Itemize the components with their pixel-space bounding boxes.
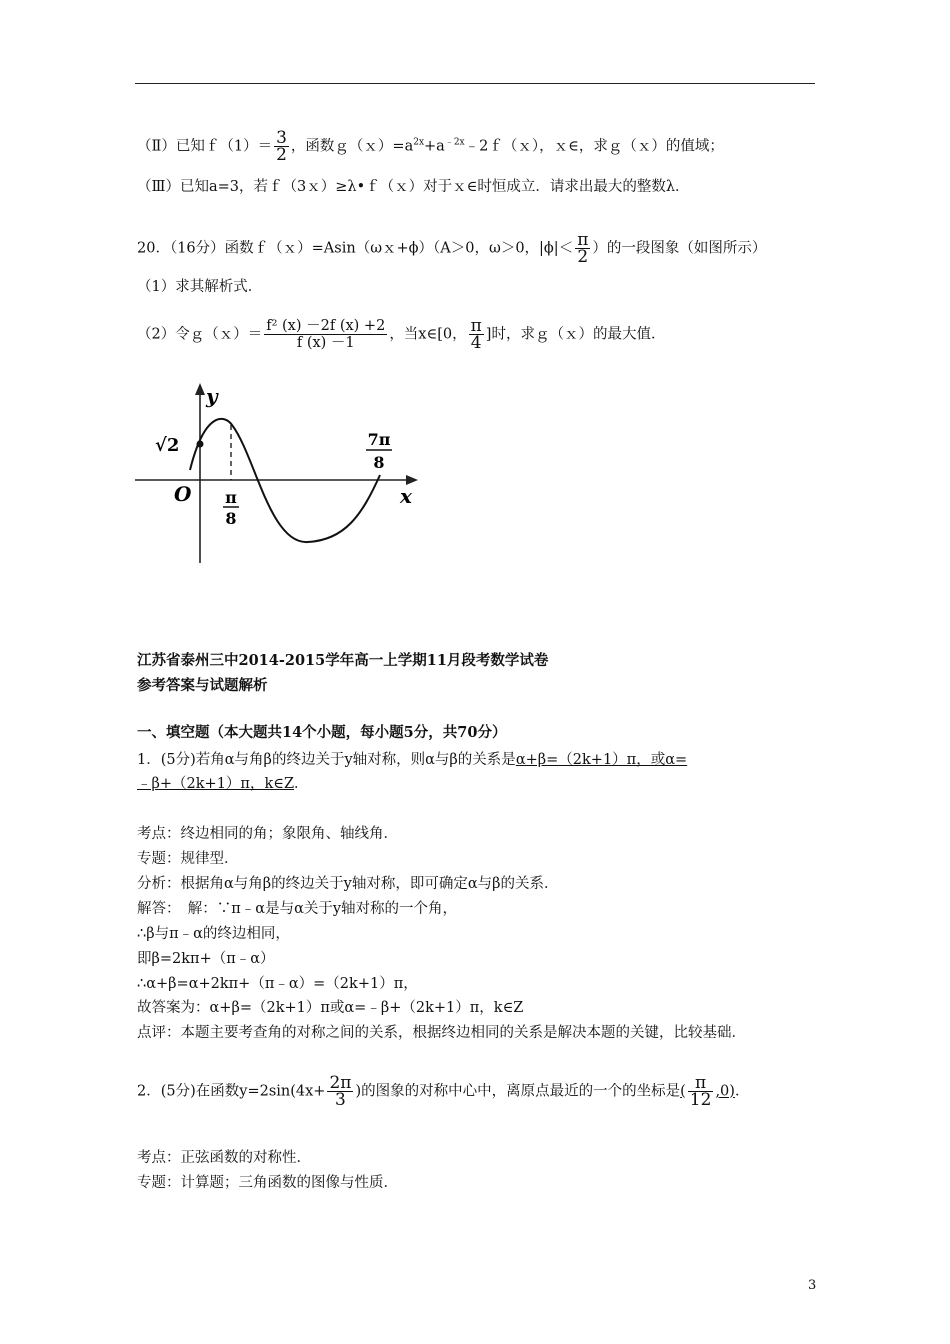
q20-part2: （2）令ｇ（ｘ）＝ $\frac{\text{f² (x) －2f (x) +2}}{f (x) -1}$ ，当x∈[0， $\frac{\pi}{4}$ ]时，求ｇ（ｘ）的最大值． (137, 316, 666, 353)
x-tick2-denominator: 8 (373, 453, 385, 472)
header-rule (135, 83, 815, 84)
q1-step1: ∴β与π﹣α的终边相同， (137, 926, 290, 942)
q1-dianping: 点评：本题主要考查角的对称之间的关系，根据终边相同的关系是解决本题的关键，比较基础． (137, 1025, 746, 1041)
x-axis-label: x (400, 484, 412, 508)
q19-part3: （Ⅲ）已知a=3，若ｆ（3ｘ）≥λ•ｆ（ｘ）对于ｘ∈时恒成立．请求出最大的整数λ． (137, 179, 690, 195)
q1-step2: 即β=2kπ+（π﹣α） (137, 951, 275, 967)
q1-line1: 1．(5分)若角α与角β的终边关于y轴对称，则α与β的关系是α+β=（2k+1）π，或α= (137, 752, 688, 768)
fraction: $\frac{3}{2}$ (276, 128, 287, 165)
x-tick1-denominator: 8 (225, 509, 237, 528)
q2-stem: 2．(5分)在函数y=2sin(4x+ $\frac{2\pi}{3}$ )的图象的对称中心中，离原点最近的一个的坐标是( $\frac{\pi}{12}$ ,0)． (137, 1073, 750, 1110)
q1-kaodian: 考点：终边相同的角；象限角、轴线角． (137, 826, 398, 842)
q20-part1: （1）求其解析式． (137, 279, 263, 295)
sine-graph (130, 375, 430, 570)
y-axis-arrow (195, 383, 205, 395)
y-axis-label: y (206, 384, 218, 408)
q1-fenxi: 分析：根据角α与角β的终边关于y轴对称，即可确定α与β的关系． (137, 876, 559, 892)
fraction: $\frac{\pi}{4}$ (470, 316, 482, 353)
x-tick1-numerator: π (225, 488, 237, 507)
q20-stem: 20．（16分）函数ｆ（ｘ）=Asin（ωｘ+ϕ）（A＞0，ω＞0，|ϕ|＜ $\frac{\pi}{2}$ ）的一段图象（如图所示） (137, 230, 767, 267)
answers-subtitle: 参考答案与试题解析 (137, 677, 268, 694)
q2-zhuanti: 专题：计算题；三角函数的图像与性质． (137, 1175, 398, 1191)
q2-kaodian: 考点：正弦函数的对称性． (137, 1150, 311, 1166)
section-heading: 一、填空题（本大题共14个小题，每小题5分，共70分） (137, 724, 507, 741)
fraction: $\frac{\text{f² (x) －2f (x) +2}}{f (x) -1}$ (266, 318, 386, 351)
y-tick-label: √2 (155, 435, 180, 456)
q19-part2: （Ⅱ）已知ｆ（1）＝ $\frac{3}{2}$ ，函数$g(x)=a^{2x}+a^{﹣2x}﹣2f(x)$，ｘ∈，求ｇ（ｘ）的值域； (137, 128, 724, 165)
q1-step4: 故答案为：α+β=（2k+1）π或α=﹣β+（2k+1）π，k∈Z (137, 1000, 524, 1016)
y-intercept-point (197, 441, 204, 448)
x-tick2-numerator: 7π (367, 430, 391, 449)
q1-jieda: 解答： 解：∵π﹣α是与α关于y轴对称的一个角， (137, 901, 458, 917)
q1-line2: ﹣β+（2k+1）π，k∈Z． (137, 776, 309, 792)
q1-step3: ∴α+β=α+2kπ+（π﹣α）=（2k+1）π， (137, 976, 418, 992)
q1-zhuanti: 专题：规律型． (137, 851, 239, 867)
origin-label: O (174, 482, 192, 506)
page-number: 3 (808, 1278, 817, 1293)
fraction: $\frac{2\pi}{3}$ (329, 1073, 352, 1110)
answers-title: 江苏省泰州三中2014-2015学年高一上学期11月段考数学试卷 (137, 652, 549, 669)
fraction: $\frac{\pi}{2}$ (577, 230, 589, 267)
fraction: $\frac{\pi}{12}$ (689, 1073, 712, 1110)
